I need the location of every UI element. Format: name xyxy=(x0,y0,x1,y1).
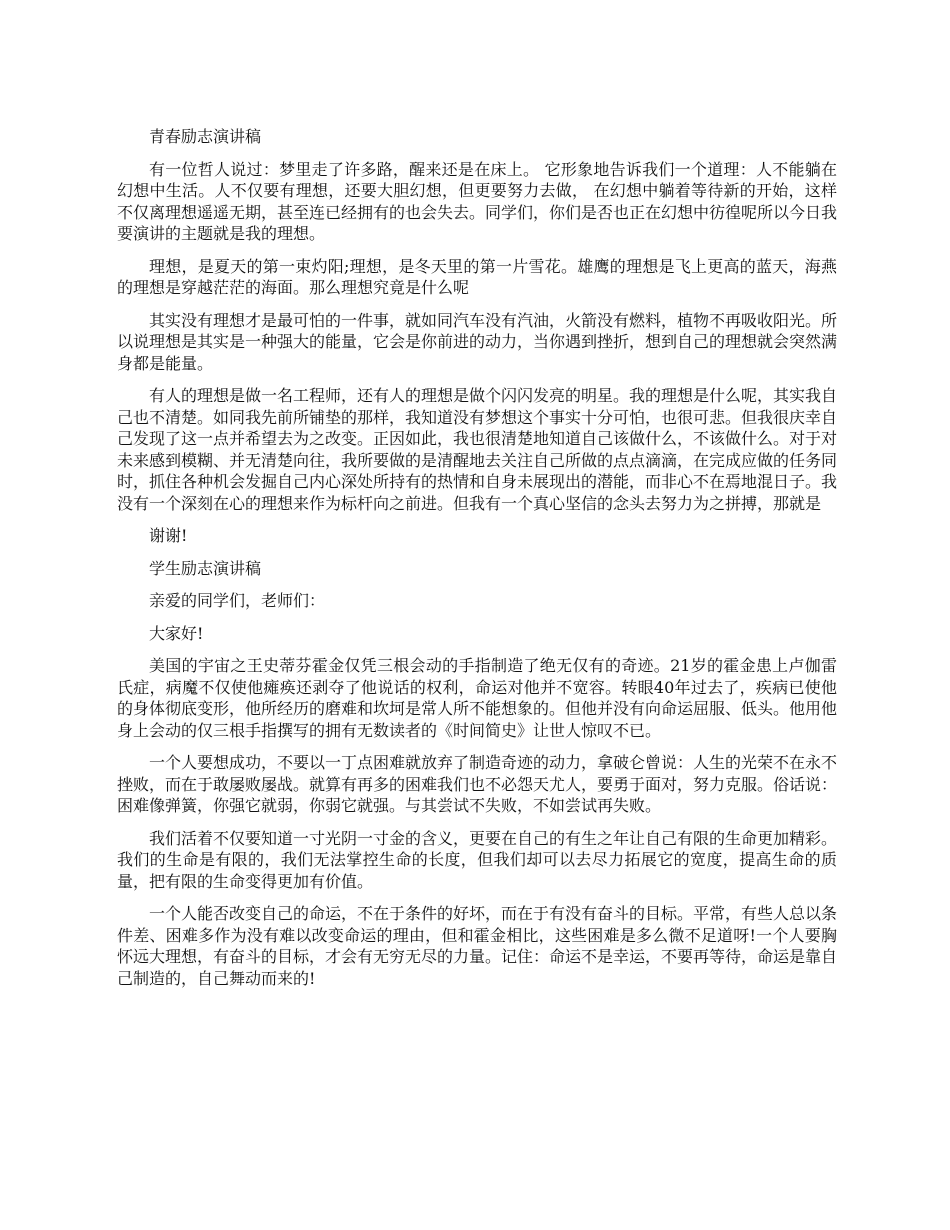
thanks-line: 谢谢! xyxy=(149,526,188,545)
paragraph: 一个人能否改变自己的命运，不在于条件的好坏，而在于有没有奋斗的目标。平常，有些人总以条件差、困难多作为没有难以改变命运的理由，但和霍金相比，这些困难是多么微不足道呀!一个人要胸怀远大理想，有奋斗的目标，才会有无穷无尽的力量。记住：命运不是幸运，不要再等待，命运是靠自己制造的，自己舞动而来的! xyxy=(117,904,838,988)
paragraph: 我们活着不仅要知道一寸光阴一寸金的含义，更要在自己的有生之年让自己有限的生命更加精彩。我们的生命是有限的，我们无法掌控生命的长度，但我们却可以去尽力拓展它的宽度，提高生命的质量，把有限的生命变得更加有价值。 xyxy=(117,828,838,891)
paragraph: 一个人要想成功，不要以一丁点困难就放弃了制造奇迹的动力，拿破仑曾说：人生的光荣不在永不挫败，而在于敢屡败屡战。就算有再多的困难我们也不必怨天尤人，要勇于面对，努力克服。俗话说：困难像弹簧，你强它就弱，你弱它就强。与其尝试不失败，不如尝试再失败。 xyxy=(117,753,838,815)
document-body xyxy=(117,126,837,1000)
title-student-speech: 学生励志演讲稿 xyxy=(149,558,262,578)
paragraph: 有一位哲人说过：梦里走了许多路，醒来还是在床上。 它形象地告诉我们一个道理：人不能躺在幻想中生活。人不仅要有理想，还要大胆幻想，但更要努力去做， 在幻想中躺着等待新的开始，这样不仅离理想遥遥无期，甚至连已经拥有的也会失去。同学们，你们是否也正在幻想中彷徨呢所以今日我要演讲的主题就是我的理想。 xyxy=(117,159,838,243)
paragraph: 美国的宇宙之王史蒂芬霍金仅凭三根会动的手指制造了绝无仅有的奇迹。21岁的霍金患上卢伽雷氏症，病魔不仅使他瘫痪还剥夺了他说话的权利，命运对他并不宽容。转眼40年过去了，疾病已使他的身体彻底变形，他所经历的磨难和坎坷是常人所不能想象的。但他并没有向命运屈服、低头。他用他身上会动的仅三根手指撰写的拥有无数读者的《时间简史》让世人惊叹不已。 xyxy=(117,656,838,740)
paragraph: 理想，是夏天的第一束灼阳;理想，是冬天里的第一片雪花。雄鹰的理想是飞上更高的蓝天，海燕的理想是穿越茫茫的海面。那么理想究竟是什么呢 xyxy=(117,256,837,297)
title-youth-speech: 青春励志演讲稿 xyxy=(149,127,262,146)
salutation: 亲爱的同学们，老师们： xyxy=(149,591,326,610)
paragraph: 其实没有理想才是最可怕的一件事，就如同汽车没有汽油，火箭没有燃料，植物不再吸收阳光。所以说理想是其实是一种强大的能量，它会是你前进的动力，当你遇到挫折，想到自己的理想就会突然满身都是能量。 xyxy=(117,310,838,373)
greeting: 大家好! xyxy=(149,623,204,643)
paragraph: 有人的理想是做一名工程师，还有人的理想是做个闪闪发亮的明星。我的理想是什么呢，其实我自己也不清楚。如同我先前所铺垫的那样，我知道没有梦想这个事实十分可怕，也很可悲。但我很庆幸自己发现了这一点并希望去为之改变。正因如此，我也很清楚地知道自己该做什么，不该做什么。对于对未来感到模糊、并无清楚向往，我所要做的是清醒地去关注自己所做的点点滴滴，在完成应做的任务同时，抓住各种机会发掘自己内心深处所持有的热情和自身未展现出的潜能，而非心不在焉地混日子。我没有一个深刻在心的理想来作为标杆向之前进。但我有一个真心坚信的念头去努力为之拼搏，那就是 xyxy=(117,386,838,513)
